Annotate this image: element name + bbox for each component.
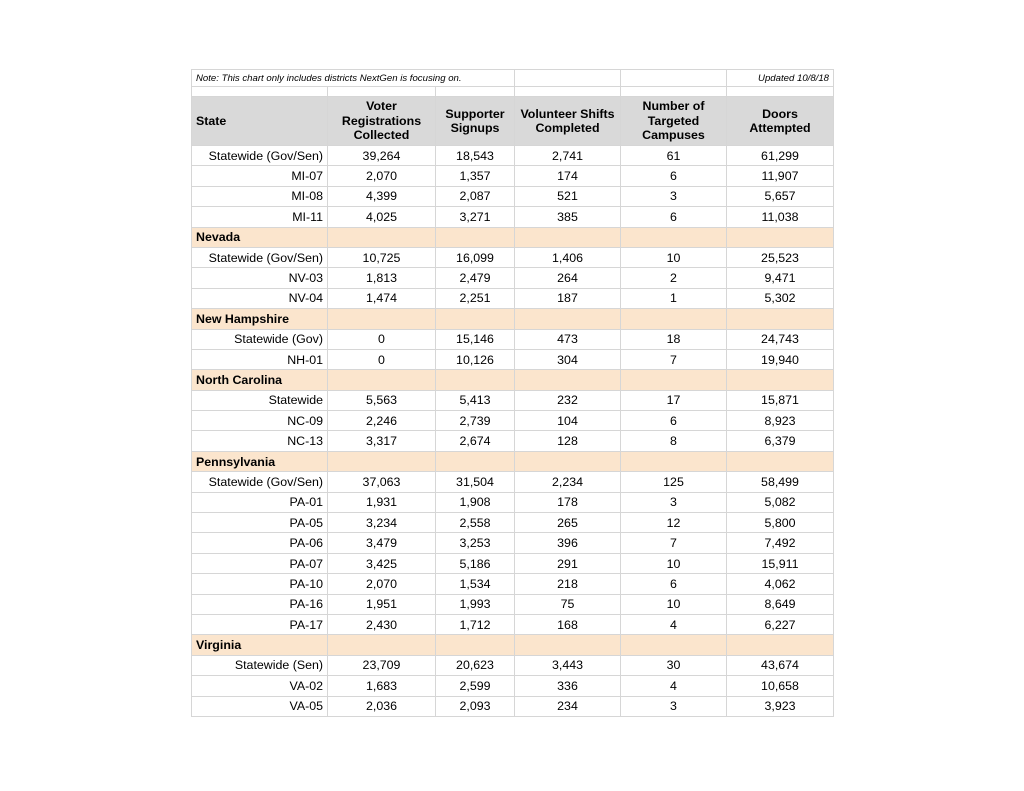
empty-cell bbox=[328, 451, 436, 471]
cell-row-label: Statewide bbox=[192, 390, 328, 410]
empty-cell bbox=[621, 70, 727, 87]
cell-supporter-signups: 16,099 bbox=[436, 247, 515, 267]
header-state: State bbox=[192, 97, 328, 146]
cell-targeted-campuses: 3 bbox=[621, 696, 727, 716]
cell-volunteer-shifts: 473 bbox=[515, 329, 621, 349]
cell-doors-attempted: 24,743 bbox=[727, 329, 834, 349]
state-group-row bbox=[192, 451, 834, 471]
cell-supporter-signups: 2,739 bbox=[436, 411, 515, 431]
cell-row-label: NC-13 bbox=[192, 431, 328, 451]
cell-volunteer-shifts: 1,406 bbox=[515, 247, 621, 267]
empty-cell bbox=[436, 370, 515, 390]
cell-supporter-signups: 5,186 bbox=[436, 553, 515, 573]
cell-row-label: Statewide (Gov) bbox=[192, 329, 328, 349]
cell-voter-registrations: 1,951 bbox=[328, 594, 436, 614]
empty-cell bbox=[621, 370, 727, 390]
empty-cell bbox=[621, 227, 727, 247]
cell-voter-registrations: 3,479 bbox=[328, 533, 436, 553]
cell-row-label: MI-11 bbox=[192, 207, 328, 227]
cell-row-label: NH-01 bbox=[192, 349, 328, 369]
state-group-row bbox=[192, 370, 834, 390]
empty-cell bbox=[515, 451, 621, 471]
cell-row-label: VA-05 bbox=[192, 696, 328, 716]
cell-row-label: PA-01 bbox=[192, 492, 328, 512]
cell-row-label: PA-07 bbox=[192, 553, 328, 573]
cell-voter-registrations: 3,234 bbox=[328, 513, 436, 533]
cell-targeted-campuses: 6 bbox=[621, 207, 727, 227]
cell-volunteer-shifts: 104 bbox=[515, 411, 621, 431]
cell-volunteer-shifts: 232 bbox=[515, 390, 621, 410]
cell-targeted-campuses: 10 bbox=[621, 594, 727, 614]
table-row bbox=[192, 288, 834, 308]
empty-cell bbox=[727, 370, 834, 390]
cell-supporter-signups: 2,087 bbox=[436, 186, 515, 206]
cell-voter-registrations: 0 bbox=[328, 349, 436, 369]
cell-voter-registrations: 3,425 bbox=[328, 553, 436, 573]
empty-cell bbox=[515, 635, 621, 655]
cell-supporter-signups: 1,908 bbox=[436, 492, 515, 512]
cell-supporter-signups: 2,558 bbox=[436, 513, 515, 533]
cell-doors-attempted: 5,302 bbox=[727, 288, 834, 308]
empty-cell bbox=[727, 309, 834, 329]
empty-cell bbox=[621, 451, 727, 471]
cell-targeted-campuses: 10 bbox=[621, 247, 727, 267]
cell-volunteer-shifts: 521 bbox=[515, 186, 621, 206]
cell-doors-attempted: 19,940 bbox=[727, 349, 834, 369]
cell-supporter-signups: 1,534 bbox=[436, 574, 515, 594]
state-group-row bbox=[192, 227, 834, 247]
cell-row-label: Statewide (Gov/Sen) bbox=[192, 247, 328, 267]
cell-supporter-signups: 1,712 bbox=[436, 614, 515, 634]
cell-voter-registrations: 4,025 bbox=[328, 207, 436, 227]
spreadsheet bbox=[191, 69, 833, 717]
table-row bbox=[192, 411, 834, 431]
header-supporter-signups: Supporter Signups bbox=[436, 97, 515, 146]
state-name: North Carolina bbox=[192, 370, 328, 390]
cell-volunteer-shifts: 336 bbox=[515, 676, 621, 696]
state-name: New Hampshire bbox=[192, 309, 328, 329]
cell-doors-attempted: 8,923 bbox=[727, 411, 834, 431]
cell-supporter-signups: 20,623 bbox=[436, 655, 515, 675]
cell-row-label: MI-08 bbox=[192, 186, 328, 206]
updated-date: Updated 10/8/18 bbox=[727, 70, 834, 87]
header-targeted-campuses: Number of Targeted Campuses bbox=[621, 97, 727, 146]
data-table bbox=[191, 69, 834, 717]
cell-volunteer-shifts: 2,741 bbox=[515, 146, 621, 166]
cell-voter-registrations: 2,246 bbox=[328, 411, 436, 431]
cell-supporter-signups: 10,126 bbox=[436, 349, 515, 369]
empty-cell bbox=[727, 227, 834, 247]
cell-targeted-campuses: 3 bbox=[621, 186, 727, 206]
header-volunteer-shifts: Volunteer Shifts Completed bbox=[515, 97, 621, 146]
cell-targeted-campuses: 3 bbox=[621, 492, 727, 512]
cell-supporter-signups: 31,504 bbox=[436, 472, 515, 492]
cell-voter-registrations: 1,931 bbox=[328, 492, 436, 512]
cell-doors-attempted: 58,499 bbox=[727, 472, 834, 492]
empty-cell bbox=[436, 227, 515, 247]
cell-volunteer-shifts: 3,443 bbox=[515, 655, 621, 675]
cell-supporter-signups: 2,251 bbox=[436, 288, 515, 308]
cell-row-label: NC-09 bbox=[192, 411, 328, 431]
cell-volunteer-shifts: 218 bbox=[515, 574, 621, 594]
empty-cell bbox=[436, 309, 515, 329]
cell-targeted-campuses: 6 bbox=[621, 166, 727, 186]
cell-row-label: VA-02 bbox=[192, 676, 328, 696]
state-name: Pennsylvania bbox=[192, 451, 328, 471]
cell-volunteer-shifts: 128 bbox=[515, 431, 621, 451]
cell-volunteer-shifts: 291 bbox=[515, 553, 621, 573]
cell-targeted-campuses: 8 bbox=[621, 431, 727, 451]
table-row bbox=[192, 696, 834, 716]
cell-supporter-signups: 2,093 bbox=[436, 696, 515, 716]
cell-row-label: MI-07 bbox=[192, 166, 328, 186]
table-row bbox=[192, 329, 834, 349]
cell-volunteer-shifts: 265 bbox=[515, 513, 621, 533]
cell-volunteer-shifts: 178 bbox=[515, 492, 621, 512]
table-row bbox=[192, 614, 834, 634]
cell-row-label: Statewide (Gov/Sen) bbox=[192, 146, 328, 166]
cell-targeted-campuses: 61 bbox=[621, 146, 727, 166]
cell-doors-attempted: 25,523 bbox=[727, 247, 834, 267]
cell-voter-registrations: 39,264 bbox=[328, 146, 436, 166]
table-row bbox=[192, 390, 834, 410]
cell-row-label: Statewide (Sen) bbox=[192, 655, 328, 675]
cell-targeted-campuses: 6 bbox=[621, 411, 727, 431]
cell-doors-attempted: 8,649 bbox=[727, 594, 834, 614]
empty-cell bbox=[192, 87, 328, 97]
state-group-row bbox=[192, 635, 834, 655]
cell-voter-registrations: 1,683 bbox=[328, 676, 436, 696]
empty-cell bbox=[436, 87, 515, 97]
cell-doors-attempted: 61,299 bbox=[727, 146, 834, 166]
cell-voter-registrations: 4,399 bbox=[328, 186, 436, 206]
cell-doors-attempted: 7,492 bbox=[727, 533, 834, 553]
cell-row-label: PA-17 bbox=[192, 614, 328, 634]
cell-row-label: NV-04 bbox=[192, 288, 328, 308]
table-row bbox=[192, 349, 834, 369]
cell-doors-attempted: 4,062 bbox=[727, 574, 834, 594]
empty-cell bbox=[328, 635, 436, 655]
table-row bbox=[192, 513, 834, 533]
cell-row-label: PA-05 bbox=[192, 513, 328, 533]
note-row bbox=[192, 70, 834, 87]
cell-supporter-signups: 15,146 bbox=[436, 329, 515, 349]
header-doors-attempted: Doors Attempted bbox=[727, 97, 834, 146]
cell-doors-attempted: 10,658 bbox=[727, 676, 834, 696]
table-row bbox=[192, 186, 834, 206]
cell-row-label: Statewide (Gov/Sen) bbox=[192, 472, 328, 492]
empty-cell bbox=[621, 635, 727, 655]
cell-targeted-campuses: 12 bbox=[621, 513, 727, 533]
cell-supporter-signups: 18,543 bbox=[436, 146, 515, 166]
empty-cell bbox=[436, 635, 515, 655]
cell-volunteer-shifts: 75 bbox=[515, 594, 621, 614]
table-row bbox=[192, 492, 834, 512]
cell-targeted-campuses: 2 bbox=[621, 268, 727, 288]
table-row bbox=[192, 574, 834, 594]
cell-targeted-campuses: 30 bbox=[621, 655, 727, 675]
cell-doors-attempted: 5,657 bbox=[727, 186, 834, 206]
cell-voter-registrations: 10,725 bbox=[328, 247, 436, 267]
cell-targeted-campuses: 10 bbox=[621, 553, 727, 573]
empty-cell bbox=[727, 635, 834, 655]
cell-targeted-campuses: 1 bbox=[621, 288, 727, 308]
table-row bbox=[192, 268, 834, 288]
empty-cell bbox=[328, 227, 436, 247]
table-row bbox=[192, 431, 834, 451]
cell-supporter-signups: 2,674 bbox=[436, 431, 515, 451]
cell-row-label: PA-10 bbox=[192, 574, 328, 594]
table-row bbox=[192, 166, 834, 186]
cell-doors-attempted: 6,379 bbox=[727, 431, 834, 451]
cell-voter-registrations: 0 bbox=[328, 329, 436, 349]
table-row bbox=[192, 655, 834, 675]
cell-supporter-signups: 1,357 bbox=[436, 166, 515, 186]
table-row bbox=[192, 247, 834, 267]
cell-supporter-signups: 3,253 bbox=[436, 533, 515, 553]
cell-voter-registrations: 37,063 bbox=[328, 472, 436, 492]
state-name: Virginia bbox=[192, 635, 328, 655]
cell-targeted-campuses: 7 bbox=[621, 533, 727, 553]
cell-doors-attempted: 9,471 bbox=[727, 268, 834, 288]
cell-volunteer-shifts: 187 bbox=[515, 288, 621, 308]
cell-volunteer-shifts: 174 bbox=[515, 166, 621, 186]
cell-voter-registrations: 2,036 bbox=[328, 696, 436, 716]
cell-targeted-campuses: 17 bbox=[621, 390, 727, 410]
cell-supporter-signups: 1,993 bbox=[436, 594, 515, 614]
cell-doors-attempted: 11,907 bbox=[727, 166, 834, 186]
empty-cell bbox=[515, 87, 621, 97]
cell-targeted-campuses: 7 bbox=[621, 349, 727, 369]
cell-supporter-signups: 2,599 bbox=[436, 676, 515, 696]
cell-row-label: NV-03 bbox=[192, 268, 328, 288]
spacer-row bbox=[192, 87, 834, 97]
table-row bbox=[192, 146, 834, 166]
empty-cell bbox=[515, 370, 621, 390]
cell-doors-attempted: 5,800 bbox=[727, 513, 834, 533]
empty-cell bbox=[328, 309, 436, 329]
header-voter-registrations: Voter Registrations Collected bbox=[328, 97, 436, 146]
cell-voter-registrations: 2,070 bbox=[328, 574, 436, 594]
cell-supporter-signups: 3,271 bbox=[436, 207, 515, 227]
cell-targeted-campuses: 125 bbox=[621, 472, 727, 492]
empty-cell bbox=[727, 451, 834, 471]
cell-row-label: PA-16 bbox=[192, 594, 328, 614]
table-row bbox=[192, 594, 834, 614]
empty-cell bbox=[328, 370, 436, 390]
empty-cell bbox=[621, 87, 727, 97]
cell-supporter-signups: 2,479 bbox=[436, 268, 515, 288]
cell-voter-registrations: 3,317 bbox=[328, 431, 436, 451]
empty-cell bbox=[621, 309, 727, 329]
cell-doors-attempted: 6,227 bbox=[727, 614, 834, 634]
cell-voter-registrations: 1,813 bbox=[328, 268, 436, 288]
cell-voter-registrations: 2,430 bbox=[328, 614, 436, 634]
cell-supporter-signups: 5,413 bbox=[436, 390, 515, 410]
note-text: Note: This chart only includes districts NextGen is focusing on. bbox=[192, 70, 515, 87]
table-row bbox=[192, 472, 834, 492]
empty-cell bbox=[436, 451, 515, 471]
cell-doors-attempted: 5,082 bbox=[727, 492, 834, 512]
cell-targeted-campuses: 18 bbox=[621, 329, 727, 349]
cell-voter-registrations: 23,709 bbox=[328, 655, 436, 675]
cell-volunteer-shifts: 234 bbox=[515, 696, 621, 716]
table-row bbox=[192, 676, 834, 696]
table-row bbox=[192, 207, 834, 227]
cell-doors-attempted: 11,038 bbox=[727, 207, 834, 227]
cell-targeted-campuses: 4 bbox=[621, 614, 727, 634]
cell-doors-attempted: 15,871 bbox=[727, 390, 834, 410]
cell-volunteer-shifts: 264 bbox=[515, 268, 621, 288]
cell-voter-registrations: 5,563 bbox=[328, 390, 436, 410]
empty-cell bbox=[727, 87, 834, 97]
cell-targeted-campuses: 4 bbox=[621, 676, 727, 696]
state-name: Nevada bbox=[192, 227, 328, 247]
table-row bbox=[192, 533, 834, 553]
cell-volunteer-shifts: 385 bbox=[515, 207, 621, 227]
table-row bbox=[192, 553, 834, 573]
cell-doors-attempted: 3,923 bbox=[727, 696, 834, 716]
cell-volunteer-shifts: 168 bbox=[515, 614, 621, 634]
empty-cell bbox=[515, 70, 621, 87]
state-group-row bbox=[192, 309, 834, 329]
cell-voter-registrations: 1,474 bbox=[328, 288, 436, 308]
cell-volunteer-shifts: 2,234 bbox=[515, 472, 621, 492]
cell-targeted-campuses: 6 bbox=[621, 574, 727, 594]
cell-voter-registrations: 2,070 bbox=[328, 166, 436, 186]
header-row bbox=[192, 97, 834, 146]
cell-volunteer-shifts: 396 bbox=[515, 533, 621, 553]
cell-row-label: PA-06 bbox=[192, 533, 328, 553]
empty-cell bbox=[328, 87, 436, 97]
empty-cell bbox=[515, 227, 621, 247]
cell-doors-attempted: 43,674 bbox=[727, 655, 834, 675]
cell-doors-attempted: 15,911 bbox=[727, 553, 834, 573]
empty-cell bbox=[515, 309, 621, 329]
cell-volunteer-shifts: 304 bbox=[515, 349, 621, 369]
